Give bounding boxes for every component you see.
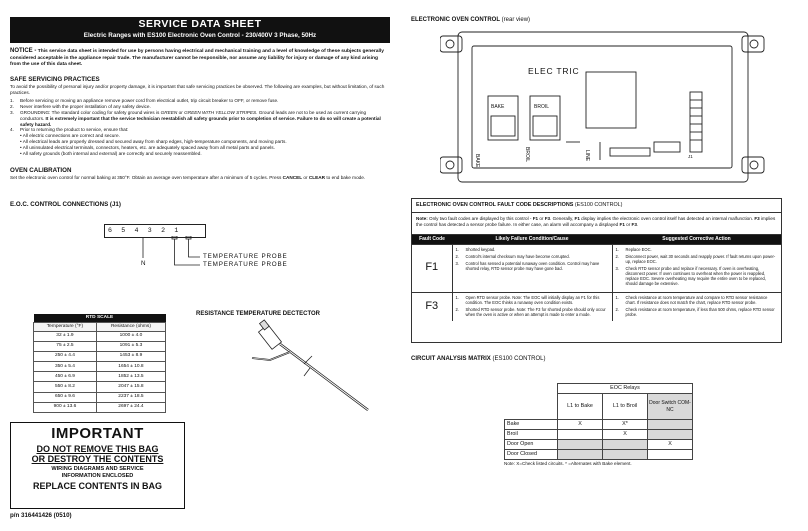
page-title: SERVICE DATA SHEET — [138, 18, 262, 30]
fault-rows — [412, 235, 781, 321]
page-subtitle: Electric Ranges with ES100 Electronic Oven Control - 230/400V 3 Phase, 50Hz — [83, 32, 317, 40]
important-title: IMPORTANT — [51, 425, 144, 442]
col-l1-broil: L1 to Broil — [603, 394, 648, 420]
list-item: 1. Before servicing or moving an appliance remove power cord from electrical outlet, trip circuit breaker to OFF, or remove fuse. — [10, 98, 279, 103]
important-line-2: OR DESTROY THE CONTENTS — [31, 454, 164, 465]
list-item: 1. Replace EOC. — [615, 246, 652, 252]
circuit-matrix-note: Note: X=Check listed circuits. * =Alternates with Bake element. — [504, 461, 632, 466]
fault-col-cause: Likely Failure Condition/Cause — [452, 235, 612, 244]
oven-calibration-heading: OVEN CALIBRATION — [10, 167, 72, 174]
list-item: 1. Shorted keypad. — [455, 246, 496, 252]
fault-col-action: Suggested Corrective Action — [612, 235, 781, 244]
table-row: 250 ± 4.4 1453 ± 8.9 — [34, 351, 166, 361]
fault-table-title: ELECTRONIC OVEN CONTROL FAULT CODE DESCRIPTIONS (ES100 CONTROL) — [412, 199, 781, 213]
resistance-detector-heading: RESISTANCE TEMPERATURE DECTECTOR — [196, 311, 321, 317]
part-number: p/n 316441426 (0510) — [10, 512, 72, 519]
table-row: Broil X — [505, 430, 693, 440]
neutral-label: N — [141, 260, 146, 267]
rtd-caption: RTD SCALE — [34, 314, 166, 322]
line-vertical-label: LINE — [584, 150, 590, 162]
rtd-col-resistance: Resistance (ohms) — [96, 322, 165, 331]
eoc-relays-header: EOC Relays — [558, 384, 693, 394]
table-row: 550 ± 8.2 2047 ± 15.8 — [34, 382, 166, 392]
list-item: 2. Never interfere with the proper installation of any safety device. — [10, 103, 151, 109]
notice-lead: NOTICE - — [10, 48, 37, 54]
list-item: 3. Control has sensed a potential runaway oven condition. Control may have shorted relay, RTD sensor probe may have gone bad. — [455, 260, 600, 271]
board-label: ELEC TRIC — [528, 66, 580, 76]
col-l1-bake: L1 to Bake — [558, 394, 603, 420]
list-item: 4. Prior to returning the product to service, ensure that: • All electric connections are correct and secure. • All electrical leads are properly dressed and secured away from sharp edges, high-temperature components, and moving parts. • All uninsulated electrical terminals, connectors, heaters, etc. are adequately spaced away from all metal parts and panels. • All safety grounds (both internal and external) are correctly and securely reassembled. — [10, 127, 287, 156]
table-row: Bake X X* — [505, 420, 693, 430]
oven-calibration-text: Set the electronic oven control for normal baking at 350°F. Obtain an average oven temperature after a minimum of 5 cycles. Press CANCEL or CLEAR to end bake mode. — [10, 175, 366, 180]
list-item: 2. Control's internal checksum may have become corrupted. — [455, 253, 570, 259]
list-item: 1. Check resistance at room temperature and compare to RTD sensor resistance chart. If resistance does not match the chart, replace RTD sensor probe. — [615, 294, 768, 305]
fault-code-table — [411, 198, 782, 343]
fault-code-f1: F1 — [412, 244, 452, 292]
bake-vertical-label: BAKE — [474, 154, 480, 168]
important-line-1: DO NOT REMOVE THIS BAG — [36, 443, 159, 454]
table-row — [412, 292, 781, 321]
important-box — [10, 422, 185, 509]
j1-board-label: J1 — [688, 154, 693, 159]
table-row: 650 ± 9.6 2237 ± 18.5 — [34, 392, 166, 402]
header-banner — [10, 17, 390, 43]
probe-label-1: TEMPERATURE PROBE — [203, 253, 288, 260]
fault-col-code: Fault Code — [412, 235, 452, 244]
list-item: 2. Shorted RTD sensor probe. Note: The F3 for shorted probe should only occur when the oven is active or when an attempt is made to enter a mode. — [455, 306, 606, 317]
list-item: 2. Check resistance at room temperature, if less than 500 ohms, replace RTD sensor probe. — [615, 306, 775, 317]
col-door-switch: Door Switch COM-NC — [648, 394, 693, 420]
important-line-5: REPLACE CONTENTS IN BAG — [32, 480, 162, 491]
fault-table-note: Note: Only two fault codes are displayed by this control - F1 or F3. Generally, F1 display implies the electronic oven control itself has detected an internal malfunction. F3 implies the control has detected a sensor probe failure. In either case, an alarm will accompany a displayed F1 or F3. — [412, 213, 781, 235]
electronic-oven-heading: ELECTRONIC OVEN CONTROL (rear view) — [411, 17, 531, 23]
table-row: 900 ± 13.6 2697 ± 24.4 — [34, 402, 166, 412]
notice-text: This service data sheet is intended for use by persons having electrical and mechanical training and a level of knowledge of these subjects generally considered acceptable in the appliance repair trade. The manufacturer cannot be responsible, nor assume any liability for injury or damage of any kind arising from the use of this data sheet. — [10, 49, 384, 67]
circuit-matrix-heading: CIRCUIT ANALYSIS MATRIX (ES100 CONTROL) — [411, 356, 546, 362]
fault-code-f3: F3 — [412, 292, 452, 321]
safe-servicing-heading: SAFE SERVICING PRACTICES — [10, 76, 100, 83]
broil-terminal-label: BROIL — [534, 104, 550, 110]
safe-practices-list — [10, 98, 390, 157]
table-row: 450 ± 6.9 1852 ± 13.5 — [34, 372, 166, 382]
j1-pin-numbers: 654321 — [108, 227, 188, 234]
bake-terminal-label: BAKE — [491, 104, 505, 110]
list-item: 1. Open RTD sensor probe. Note: The EOC will initially display an F1 for this condition. The EOC thinks a runaway oven condition exists. — [455, 294, 600, 305]
table-row: Door Closed — [505, 450, 693, 460]
circuit-analysis-matrix — [504, 383, 693, 460]
important-line-3: WIRING DIAGRAMS AND SERVICE — [51, 466, 144, 473]
table-row: 350 ± 5.4 1654 ± 10.8 — [34, 362, 166, 372]
table-row: Door Open X — [505, 440, 693, 450]
safe-intro: To avoid the possibility of personal injury and/or property damage, it is important that safe servicing practices be observed. The following are examples, but without limitation, of such practices. — [10, 84, 385, 95]
important-line-4: INFORMATION ENCLOSED — [61, 473, 134, 480]
rtd-col-temperature: Temperature (°F) — [34, 322, 97, 331]
list-item: 3. GROUNDING: The standard color coding for safety ground wires is GREEN or GREEN WITH YELLOW STRIPES. Ground leads are not to be used as current carrying conductors. It is extremely important that the service technician reestablish all safety grounds prior to completion of service. Failure to do so will create a potential safety hazard. — [10, 109, 381, 127]
oven-control-board-diagram — [440, 30, 770, 186]
rtd-probe-illustration — [240, 318, 380, 418]
notice-paragraph — [10, 48, 390, 68]
eoc-connections-heading: E.O.C. CONTROL CONNECTIONS (J1) — [10, 201, 121, 208]
list-item: 2. Disconnect power, wait 30 seconds and reapply power. If fault returns upon power-up, replace EOC. — [615, 253, 776, 264]
list-item: 3. Check RTD sensor probe and replace if necessary. If oven is overheating, disconnect power. If oven continues to overheat when the power is reapplied, replace EOC. Severe overheating may require the entire oven to be replaced, should damage be extensive. — [615, 265, 766, 287]
broil-vertical-label: BROIL — [524, 147, 530, 163]
probe-label-2: TEMPERATURE PROBE — [203, 261, 288, 268]
table-row: 32 ± 1.9 1000 ± 4.0 — [34, 331, 166, 341]
rtd-scale-table — [33, 314, 166, 413]
table-row — [412, 244, 781, 292]
table-row: 75 ± 2.5 1091 ± 5.3 — [34, 341, 166, 351]
